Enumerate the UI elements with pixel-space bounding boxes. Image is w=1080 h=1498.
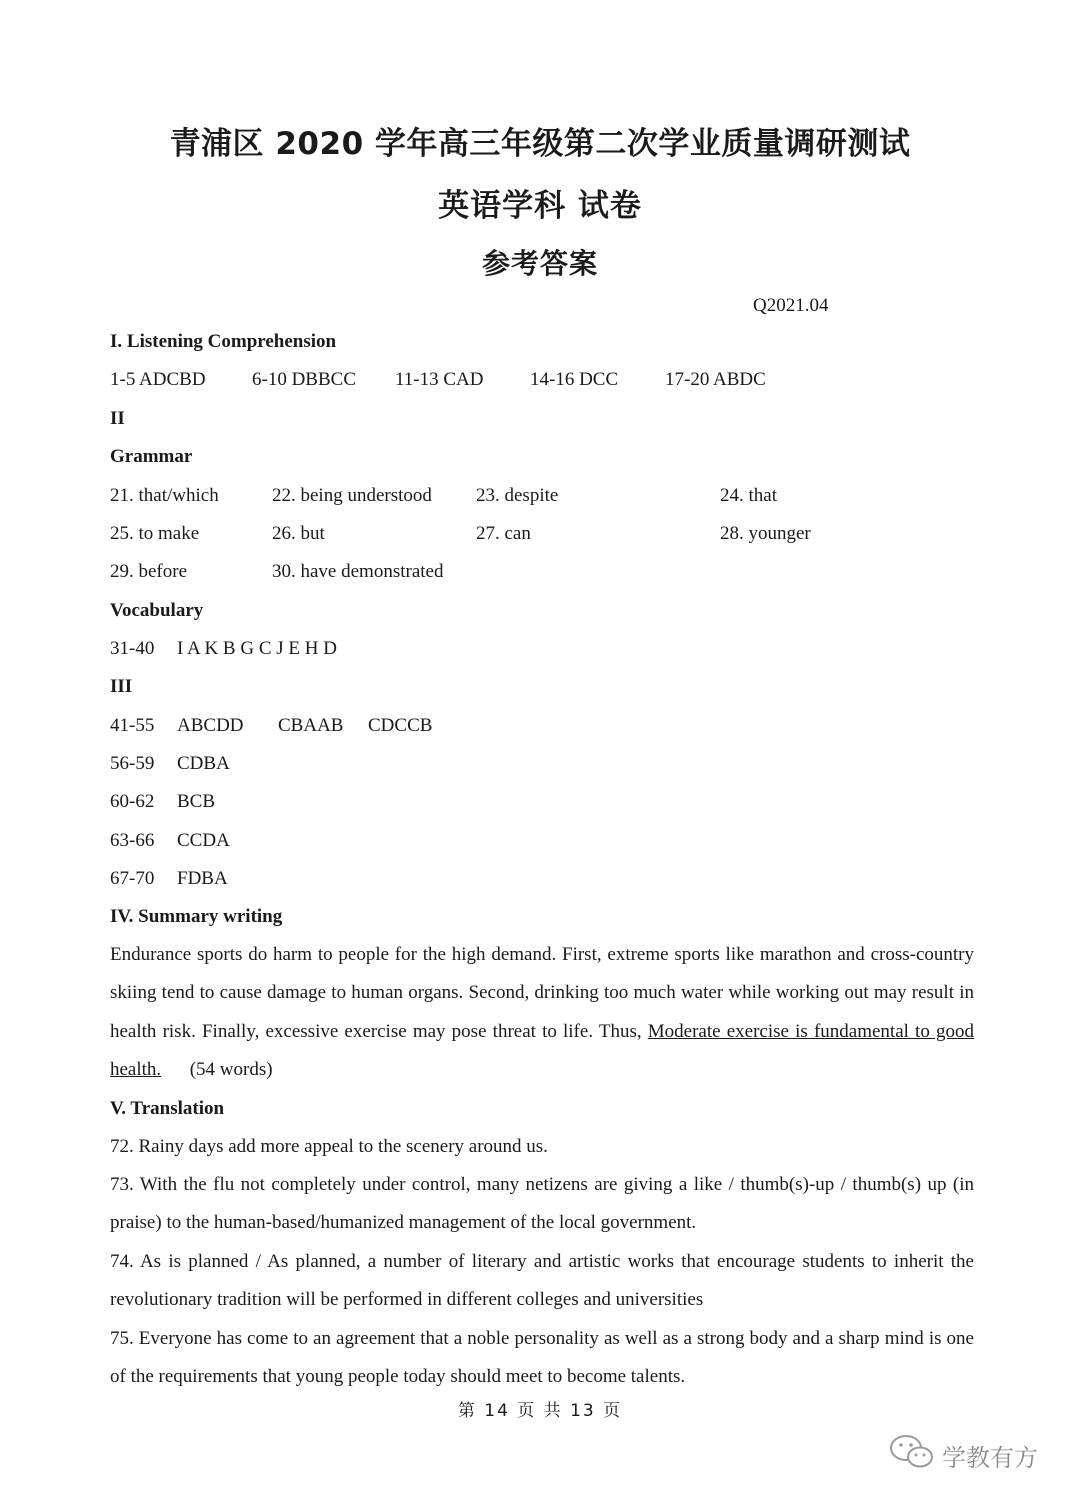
translation-item: 72. Rainy days add more appeal to the scenery around us. <box>110 1136 548 1157</box>
section-iii-heading: III <box>110 676 133 697</box>
reading-range: 67-70 <box>110 868 155 889</box>
reading-answer: ABCDD <box>177 715 244 736</box>
reading-answer: CDCCB <box>368 715 433 736</box>
grammar-answer: 27. can <box>476 523 531 544</box>
section-ii-heading: II <box>110 408 125 429</box>
reading-answer: CCDA <box>177 830 230 851</box>
reading-answer: BCB <box>177 791 216 812</box>
vocabulary-range: 31-40 <box>110 638 155 659</box>
page-number: 第 14 页 共 13 页 <box>457 1401 623 1421</box>
listening-answer: 11-13 CAD <box>395 369 484 390</box>
reading-answer: CDBA <box>177 753 230 774</box>
grammar-answer: 21. that/which <box>110 485 219 506</box>
listening-answer: 6-10 DBBCC <box>252 369 356 390</box>
grammar-heading: Grammar <box>110 446 193 467</box>
listening-answer: 14-16 DCC <box>530 369 619 390</box>
watermark-text: 学教有方 <box>942 1443 1038 1472</box>
word-count: (54 words) <box>189 1059 273 1081</box>
grammar-answer: 22. being understood <box>272 485 432 506</box>
exam-code: Q2021.04 <box>753 295 829 316</box>
reading-range: 41-55 <box>110 715 155 736</box>
summary-text: Endurance sports do harm to people for the high demand. First, extreme sports like marathon and cross-country skiing tend to cause damage to human organs. Second, drinking too much water while working out may result in health risk. Finally, excessive exercise may pose threat to life. Thus, <box>110 944 974 1042</box>
vocabulary-heading: Vocabulary <box>110 600 204 621</box>
reading-range: 56-59 <box>110 753 155 774</box>
translation-item: 74. As is planned / As planned, a number of literary and artistic works that encourage students to inherit the revolutionary tradition will be performed in different colleges and universities <box>110 1251 974 1311</box>
listening-answer: 1-5 ADCBD <box>110 369 206 390</box>
summary-underlined: Moderate exercise is fundamental to good health. <box>110 1020 974 1081</box>
reading-range: 63-66 <box>110 830 155 851</box>
grammar-answer: 28. younger <box>720 523 811 544</box>
translation-heading: V. Translation <box>110 1098 225 1119</box>
grammar-answer: 23. despite <box>476 485 559 506</box>
listening-heading: I. Listening Comprehension <box>110 331 337 352</box>
grammar-answer: 29. before <box>110 561 188 582</box>
summary-paragraph <box>110 936 974 1090</box>
grammar-answer: 26. but <box>272 523 325 544</box>
reading-answer: FDBA <box>177 868 228 889</box>
summary-heading: IV. Summary writing <box>110 906 283 927</box>
grammar-answer: 24. that <box>720 485 777 506</box>
answer-key-title: 参考答案 <box>481 247 598 280</box>
subject-title: 英语学科 试卷 <box>438 188 642 224</box>
wechat-icon <box>888 1432 942 1478</box>
grammar-answer: 30. have demonstrated <box>272 561 444 582</box>
page-title: 青浦区 2020 学年高三年级第二次学业质量调研测试 <box>169 126 911 162</box>
translation-item: 75. Everyone has come to an agreement that a noble personality as well as a strong body and a sharp mind is one of the requirements that young people today should meet to become talents. <box>110 1328 974 1388</box>
reading-answer: CBAAB <box>278 715 344 736</box>
vocabulary-answers: I A K B G C J E H D <box>177 638 337 659</box>
translation-item: 73. With the flu not completely under control, many netizens are giving a like / thumb(s)-up / thumb(s) up (in praise) to the human-based/humanized management of the local government. <box>110 1174 974 1234</box>
grammar-answer: 25. to make <box>110 523 200 544</box>
watermark <box>888 1432 1038 1478</box>
listening-answer: 17-20 ABDC <box>665 369 766 390</box>
reading-range: 60-62 <box>110 791 155 812</box>
